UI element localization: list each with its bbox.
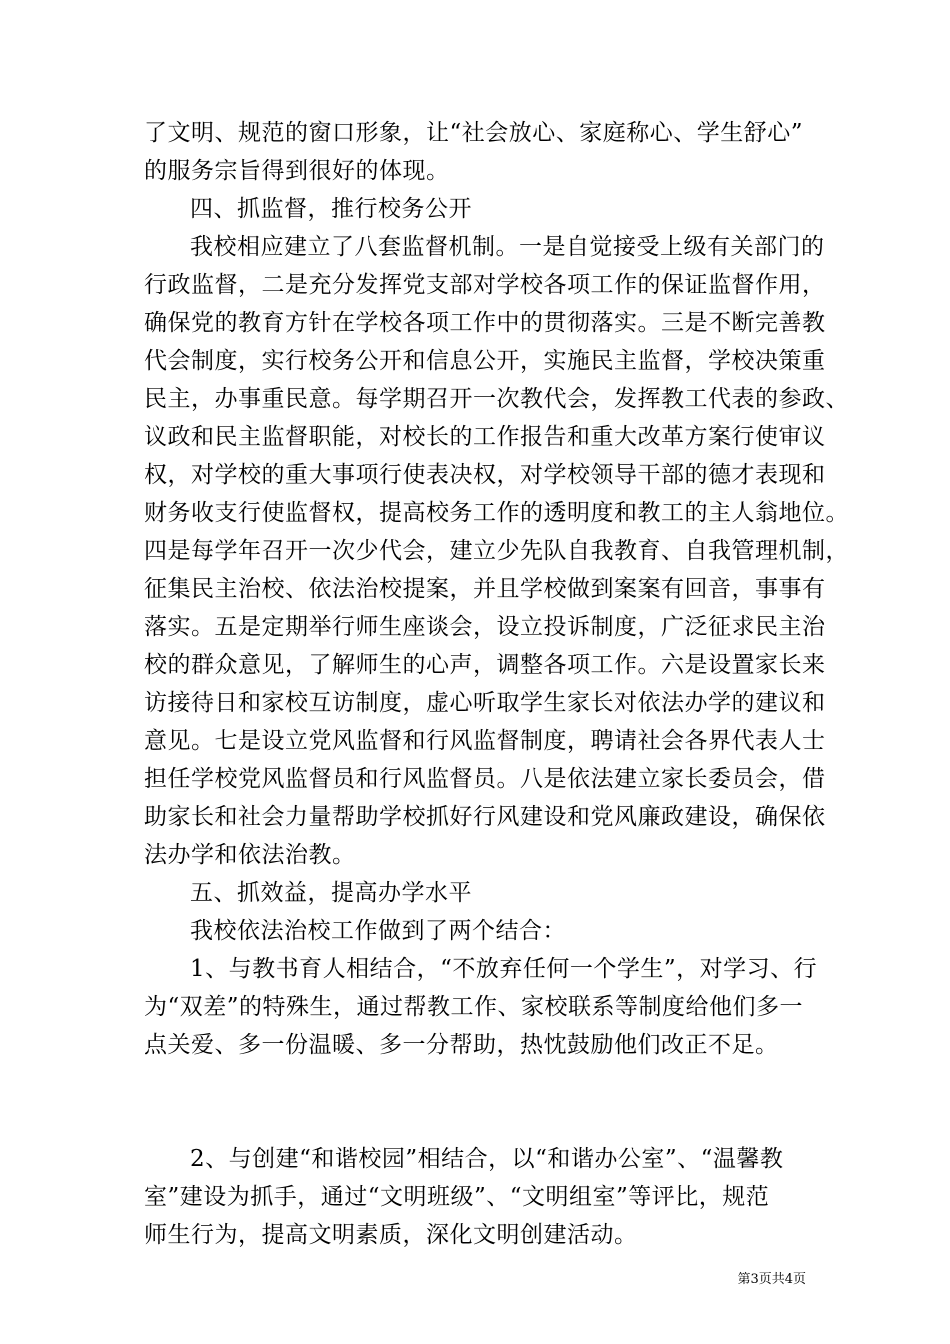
text-line: 权，对学校的重大事项行使表决权，对学校领导干部的德才表现和 — [144, 462, 826, 488]
section-heading: 四、抓监督，推行校务公开 — [190, 196, 472, 222]
text-line: 法办学和依法治教。 — [144, 842, 356, 868]
text-line: 四是每学年召开一次少代会，建立少先队自我教育、自我管理机制， — [144, 538, 849, 564]
text-line: 为“双差”的特殊生，通过帮教工作、家校联系等制度给他们多一 — [144, 994, 804, 1020]
document-body — [144, 114, 849, 1254]
text-line: 落实。五是定期举行师生座谈会，设立投诉制度，广泛征求民主治 — [144, 614, 826, 640]
text-line: 我校相应建立了八套监督机制。一是自觉接受上级有关部门的 — [190, 234, 825, 260]
text-line: 1、与教书育人相结合，“不放弃任何一个学生”，对学习、行 — [190, 956, 818, 982]
text-line: 2、与创建“和谐校园”相结合，以“和谐办公室”、“温馨教 — [190, 1146, 784, 1172]
text-line: 意见。七是设立党风监督和行风监督制度，聘请社会各界代表人士 — [144, 728, 826, 754]
text-line: 师生行为，提高文明素质，深化文明创建活动。 — [144, 1222, 638, 1248]
text-line: 助家长和社会力量帮助学校抓好行风建设和党风廉政建设，确保依 — [144, 804, 826, 830]
text-line: 点关爱、多一份温暖、多一分帮助，热忱鼓励他们改正不足。 — [144, 1032, 779, 1058]
text-line: 征集民主治校、依法治校提案，并且学校做到案案有回音，事事有 — [144, 576, 826, 602]
text-line: 了文明、规范的窗口形象，让“社会放心、家庭称心、学生舒心” — [144, 120, 804, 146]
text-line: 我校依法治校工作做到了两个结合： — [190, 918, 566, 944]
text-line: 校的群众意见，了解师生的心声，调整各项工作。六是设置家长来 — [144, 652, 826, 678]
paragraph-gap — [144, 1064, 816, 1140]
text-line: 室”建设为抓手，通过“文明班级”、“文明组室”等评比，规范 — [144, 1184, 770, 1210]
text-line: 行政监督，二是充分发挥党支部对学校各项工作的保证监督作用， — [144, 272, 826, 298]
text-line: 的服务宗旨得到很好的体现。 — [144, 158, 450, 184]
text-line: 财务收支行使监督权，提高校务工作的透明度和教工的主人翁地位。 — [144, 500, 849, 526]
text-line: 议政和民主监督职能，对校长的工作报告和重大改革方案行使审议 — [144, 424, 826, 450]
text-line: 确保党的教育方针在学校各项工作中的贯彻落实。三是不断完善教 — [144, 310, 826, 336]
text-line: 访接待日和家校互访制度，虚心听取学生家长对依法办学的建议和 — [144, 690, 826, 716]
text-line: 担任学校党风监督员和行风监督员。八是依法建立家长委员会，借 — [144, 766, 826, 792]
text-line: 民主，办事重民意。每学期召开一次教代会，发挥教工代表的参政、 — [144, 386, 849, 412]
section-heading: 五、抓效益，提高办学水平 — [190, 880, 472, 906]
page-number: 第3页共4页 — [737, 1272, 806, 1287]
text-line: 代会制度，实行校务公开和信息公开，实施民主监督，学校决策重 — [144, 348, 826, 374]
